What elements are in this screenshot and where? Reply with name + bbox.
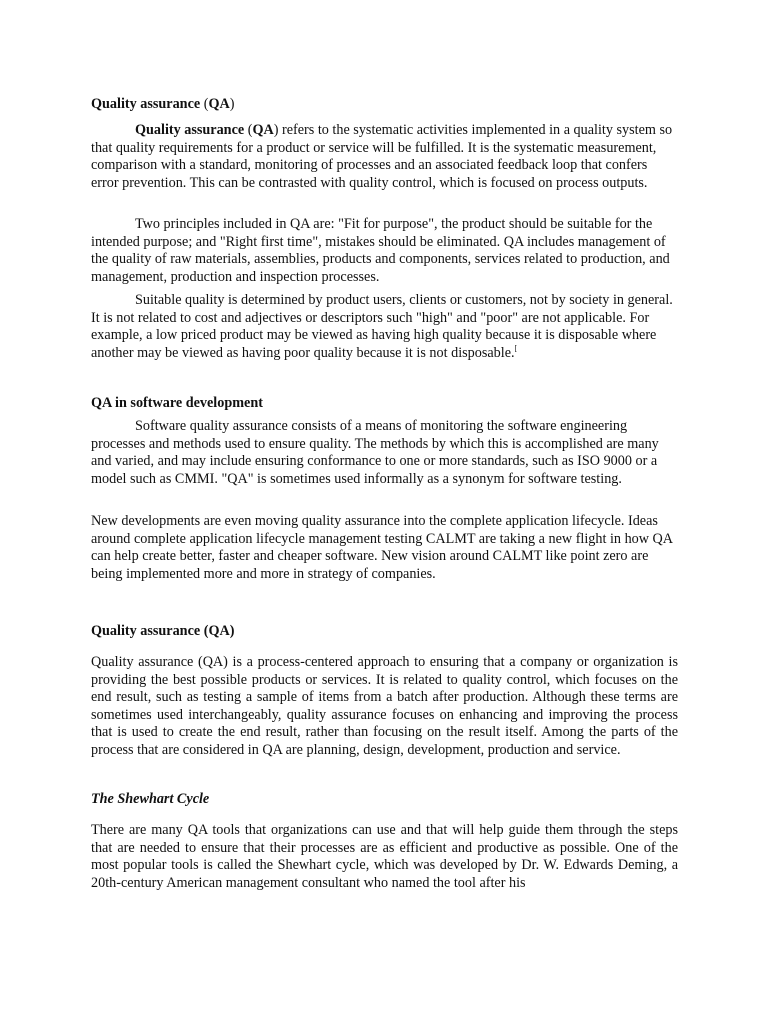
paragraph-new-developments: New developments are even moving quality assurance into the complete application lifecycle. Ideas around complete application lifecycle management testing CALMT are taking a new flight in how QA can help create better, faster and cheaper software. New vision around CALMT like point zero are being implemented more and more in strategy of companies. <box>91 513 673 582</box>
paragraph-qa-definition: Quality assurance (QA) refers to the systematic activities implemented in a quality system so that quality requirements for a product or service will be fulfilled. It is the systematic measurement, comparison with a standard, monitoring of processes and an associated feedback loop that confers error prevention. This can be contrasted with quality control, which is focused on process outputs. <box>91 122 673 191</box>
paragraph-qa-tools: There are many QA tools that organizations can use and that will help guide them through the steps that are needed to ensure that their processes are as efficient and productive as possible. One of the most popular tools is called the Shewhart cycle, which was developed by Dr. W. Edwards Deming, a 20th-century American management consultant who named the tool after his <box>91 822 678 891</box>
paragraph-suitable-quality: Suitable quality is determined by product users, clients or customers, not by society in general. It is not related to cost and adjectives or descriptors such "high" and "poor" are not applicable. For example, a low priced product may be viewed as having high quality because it is disposable where another may be viewed as having poor quality because it is not disposable.[ <box>91 292 673 361</box>
section-heading-quality-assurance-2: Quality assurance (QA) <box>91 623 235 639</box>
section-heading-qa-software: QA in software development <box>91 395 263 411</box>
paragraph-qa-principles: Two principles included in QA are: "Fit for purpose", the product should be suitable for the intended purpose; and "Right first time", mistakes should be eliminated. QA includes management of the quality of raw materials, assemblies, products and components, services related to production, and management, production and inspection processes. <box>91 216 670 285</box>
paragraph-software-qa: Software quality assurance consists of a means of monitoring the software engineering processes and methods used to ensure quality. The methods by which this is accomplished are many and varied, and may include ensuring conformance to one or more standards, such as ISO 9000 or a model such as CMMI. "QA" is sometimes used informally as a synonym for software testing. <box>91 418 659 487</box>
section-heading-quality-assurance: Quality assurance (QA) <box>91 96 235 112</box>
section-heading-shewhart-cycle: The Shewhart Cycle <box>91 791 210 807</box>
paragraph-process-centered: Quality assurance (QA) is a process-centered approach to ensuring that a company or organization is providing the best possible products or services. It is related to quality control, which focuses on the end result, such as testing a sample of items from a batch after production. Although these terms are sometimes used interchangeably, quality assurance focuses on enhancing and improving the process that is used to create the end result, rather than focusing on the result itself. Among the parts of the process that are considered in QA are planning, design, development, production and service. <box>91 654 678 758</box>
footnote-marker: [ <box>514 343 518 353</box>
